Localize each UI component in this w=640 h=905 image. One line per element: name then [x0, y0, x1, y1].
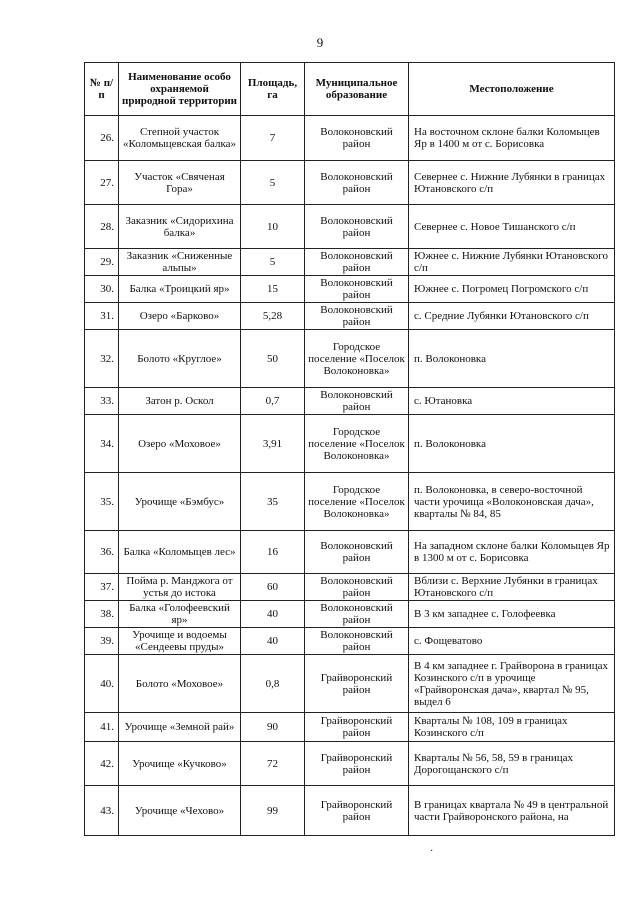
header-area: Площадь, га — [241, 63, 305, 116]
municipality: Волоконовский район — [305, 303, 409, 330]
row-number: 40. — [85, 655, 119, 713]
area-size: 5,28 — [241, 303, 305, 330]
table-row — [85, 161, 615, 205]
table-row — [85, 116, 615, 161]
location: Севернее с. Нижние Лубянки в границах Ютановского с/п — [409, 161, 615, 205]
row-number: 37. — [85, 574, 119, 601]
area-size: 16 — [241, 531, 305, 574]
area-name: Урочище «Чехово» — [119, 786, 241, 836]
area-name: Урочище «Бэмбус» — [119, 473, 241, 531]
table-row — [85, 531, 615, 574]
table-row — [85, 303, 615, 330]
area-size: 40 — [241, 628, 305, 655]
table-row — [85, 249, 615, 276]
row-number: 39. — [85, 628, 119, 655]
table-row — [85, 276, 615, 303]
municipality: Волоконовский район — [305, 205, 409, 249]
location: В 4 км западнее г. Грайворона в границах Козинского с/п в урочище «Грайворонская дача», квартал № 95, выдел 6 — [409, 655, 615, 713]
location: На западном склоне балки Коломыцев Яр в 1300 м от с. Борисовка — [409, 531, 615, 574]
row-number: 36. — [85, 531, 119, 574]
municipality: Грайворонский район — [305, 655, 409, 713]
row-number: 42. — [85, 742, 119, 786]
area-name: Урочище «Земной рай» — [119, 713, 241, 742]
location: Южнее с. Погромец Погромского с/п — [409, 276, 615, 303]
municipality: Волоконовский район — [305, 531, 409, 574]
row-number: 28. — [85, 205, 119, 249]
municipality: Городское поселение «Поселок Волоконовка» — [305, 473, 409, 531]
area-name: Степной участок «Коломыцевская балка» — [119, 116, 241, 161]
municipality: Волоконовский район — [305, 574, 409, 601]
location: п. Волоконовка — [409, 415, 615, 473]
location: с. Ютановка — [409, 388, 615, 415]
table-row — [85, 330, 615, 388]
header-num: № п/п — [85, 63, 119, 116]
area-size: 7 — [241, 116, 305, 161]
table-row — [85, 628, 615, 655]
municipality: Грайворонский район — [305, 742, 409, 786]
location: Севернее с. Новое Тишанского с/п — [409, 205, 615, 249]
table-row — [85, 713, 615, 742]
header-name: Наименование особо охраняемой природной территории — [119, 63, 241, 116]
area-size: 40 — [241, 601, 305, 628]
row-number: 35. — [85, 473, 119, 531]
table-row — [85, 388, 615, 415]
municipality: Волоконовский район — [305, 276, 409, 303]
municipality: Городское поселение «Поселок Волоконовка» — [305, 415, 409, 473]
municipality: Грайворонский район — [305, 713, 409, 742]
location: В границах квартала № 49 в центральной части Грайворонского района, на — [409, 786, 615, 836]
row-number: 30. — [85, 276, 119, 303]
area-name: Балка «Троицкий яр» — [119, 276, 241, 303]
area-name: Затон р. Оскол — [119, 388, 241, 415]
area-size: 10 — [241, 205, 305, 249]
table-row — [85, 601, 615, 628]
stray-mark: · — [430, 846, 434, 857]
area-size: 72 — [241, 742, 305, 786]
municipality: Волоконовский район — [305, 601, 409, 628]
location: с. Средние Лубянки Ютановского с/п — [409, 303, 615, 330]
table-row — [85, 415, 615, 473]
area-size: 50 — [241, 330, 305, 388]
area-name: Заказник «Сниженные альпы» — [119, 249, 241, 276]
area-name: Заказник «Сидорихина балка» — [119, 205, 241, 249]
location: с. Фощеватово — [409, 628, 615, 655]
location: Южнее с. Нижние Лубянки Ютановского с/п — [409, 249, 615, 276]
location: Кварталы № 56, 58, 59 в границах Дорогощанского с/п — [409, 742, 615, 786]
area-size: 5 — [241, 161, 305, 205]
location: п. Волоконовка, в северо-восточной части урочища «Волоконовская дача», кварталы № 84, 85 — [409, 473, 615, 531]
municipality: Волоконовский район — [305, 628, 409, 655]
location: п. Волоконовка — [409, 330, 615, 388]
municipality: Городское поселение «Поселок Волоконовка» — [305, 330, 409, 388]
protected-areas-table — [84, 62, 615, 836]
table-row — [85, 786, 615, 836]
row-number: 31. — [85, 303, 119, 330]
location: В 3 км западнее с. Голофеевка — [409, 601, 615, 628]
table-header-row — [85, 63, 615, 116]
municipality: Грайворонский район — [305, 786, 409, 836]
area-name: Пойма р. Манджога от устья до истока — [119, 574, 241, 601]
table-row — [85, 473, 615, 531]
table-row — [85, 205, 615, 249]
table-row — [85, 574, 615, 601]
area-name: Озеро «Моховое» — [119, 415, 241, 473]
area-name: Озеро «Барково» — [119, 303, 241, 330]
row-number: 33. — [85, 388, 119, 415]
area-size: 0,8 — [241, 655, 305, 713]
area-size: 60 — [241, 574, 305, 601]
row-number: 32. — [85, 330, 119, 388]
area-name: Урочище «Кучково» — [119, 742, 241, 786]
row-number: 38. — [85, 601, 119, 628]
area-name: Болото «Моховое» — [119, 655, 241, 713]
municipality: Волоконовский район — [305, 249, 409, 276]
municipality: Волоконовский район — [305, 116, 409, 161]
area-name: Болото «Круглое» — [119, 330, 241, 388]
area-size: 99 — [241, 786, 305, 836]
header-location: Местоположение — [409, 63, 615, 116]
area-size: 5 — [241, 249, 305, 276]
row-number: 34. — [85, 415, 119, 473]
row-number: 41. — [85, 713, 119, 742]
area-size: 90 — [241, 713, 305, 742]
area-size: 3,91 — [241, 415, 305, 473]
municipality: Волоконовский район — [305, 161, 409, 205]
area-name: Участок «Свяченая Гора» — [119, 161, 241, 205]
row-number: 29. — [85, 249, 119, 276]
table-row — [85, 742, 615, 786]
municipality: Волоконовский район — [305, 388, 409, 415]
location: На восточном склоне балки Коломыцев Яр в 1400 м от с. Борисовка — [409, 116, 615, 161]
location: Вблизи с. Верхние Лубянки в границах Ютановского с/п — [409, 574, 615, 601]
area-size: 0,7 — [241, 388, 305, 415]
location: Кварталы № 108, 109 в границах Козинского с/п — [409, 713, 615, 742]
row-number: 27. — [85, 161, 119, 205]
row-number: 26. — [85, 116, 119, 161]
table-row — [85, 655, 615, 713]
area-name: Балка «Голофеевский яр» — [119, 601, 241, 628]
area-size: 35 — [241, 473, 305, 531]
area-size: 15 — [241, 276, 305, 303]
area-name: Балка «Коломыцев лес» — [119, 531, 241, 574]
row-number: 43. — [85, 786, 119, 836]
area-name: Урочище и водоемы «Сендеевы пруды» — [119, 628, 241, 655]
header-municipality: Муниципальное образование — [305, 63, 409, 116]
page-number: 9 — [316, 35, 324, 50]
